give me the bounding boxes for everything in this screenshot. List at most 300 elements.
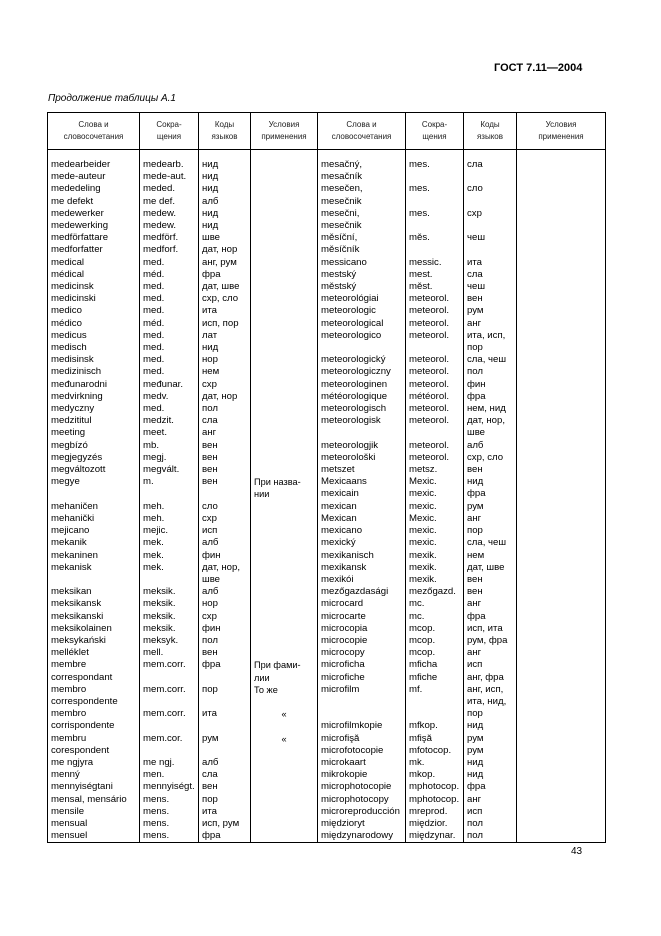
- condition-cell: [517, 513, 606, 525]
- word-cell: météorologique: [318, 391, 406, 403]
- table-row: [48, 794, 606, 806]
- word-cell: médico: [48, 318, 140, 330]
- table-row: [48, 330, 606, 342]
- lang-cell: чеш: [464, 232, 517, 244]
- abbr-cell: meteorol.: [406, 379, 464, 391]
- abbr-cell: mes.: [406, 183, 464, 195]
- lang-cell: фра: [199, 269, 251, 281]
- word-cell: médical: [48, 269, 140, 281]
- condition-cell: [251, 330, 318, 342]
- condition-cell: То же: [251, 684, 318, 696]
- lang-cell: вен: [464, 464, 517, 476]
- condition-cell: [517, 586, 606, 598]
- abbr-cell: mezőgazd.: [406, 586, 464, 598]
- condition-cell: [517, 830, 606, 843]
- table-row: [48, 293, 606, 305]
- column-header-line: применения: [261, 132, 307, 141]
- abbr-cell: meteorol.: [406, 415, 464, 427]
- word-cell: [318, 696, 406, 708]
- word-cell: melléklet: [48, 647, 140, 659]
- condition-cell: [517, 818, 606, 830]
- abbr-cell: men.: [140, 769, 199, 781]
- lang-cell: нор: [199, 598, 251, 610]
- lang-cell: нид: [464, 769, 517, 781]
- word-cell: membre: [48, 659, 140, 671]
- abbr-cell: meh.: [140, 501, 199, 513]
- column-header-line: словосочетания: [63, 132, 124, 141]
- abbr-cell: mf.: [406, 684, 464, 696]
- condition-cell: [517, 281, 606, 293]
- condition-cell: [517, 574, 606, 586]
- column-header-line: щения: [156, 132, 182, 141]
- condition-cell: [251, 757, 318, 769]
- lang-cell: нид: [464, 476, 517, 488]
- condition-cell: [251, 281, 318, 293]
- column-header-line: Слова и: [78, 120, 109, 129]
- condition-cell: [251, 366, 318, 378]
- word-cell: membro: [48, 708, 140, 720]
- word-cell: messicano: [318, 257, 406, 269]
- lang-cell: нид: [199, 220, 251, 232]
- condition-cell: [251, 244, 318, 256]
- condition-cell: «: [251, 733, 318, 745]
- word-cell: medical: [48, 257, 140, 269]
- lang-cell: фин: [199, 623, 251, 635]
- condition-cell: [251, 550, 318, 562]
- word-cell: mededeling: [48, 183, 140, 195]
- table-row: [48, 696, 606, 708]
- table-row: [48, 220, 606, 232]
- word-cell: mesečen,: [318, 183, 406, 195]
- abbr-cell: meteorol.: [406, 293, 464, 305]
- abbr-cell: meksik.: [140, 611, 199, 623]
- condition-cell: [517, 635, 606, 647]
- word-cell: meteorologico: [318, 330, 406, 342]
- abbr-cell: metsz.: [406, 464, 464, 476]
- condition-cell: [251, 391, 318, 403]
- condition-cell: [251, 452, 318, 464]
- table-row: [48, 183, 606, 195]
- abbr-cell: [140, 672, 199, 684]
- condition-cell: [251, 818, 318, 830]
- word-cell: microfilmkopie: [318, 720, 406, 732]
- abbr-cell: mcop.: [406, 647, 464, 659]
- lang-cell: анг, фра: [464, 672, 517, 684]
- word-cell: medisinsk: [48, 354, 140, 366]
- lang-cell: нем: [464, 550, 517, 562]
- lang-cell: ита: [199, 806, 251, 818]
- lang-cell: исп, рум: [199, 818, 251, 830]
- lang-cell: дат, нор: [199, 244, 251, 256]
- abbr-cell: meteorol.: [406, 440, 464, 452]
- lang-cell: шве: [199, 232, 251, 244]
- word-cell: medvirkning: [48, 391, 140, 403]
- lang-cell: нид: [199, 342, 251, 354]
- column-header-line: Сокра-: [421, 120, 448, 129]
- word-cell: medearbeider: [48, 159, 140, 171]
- page-number: 43: [571, 846, 583, 857]
- condition-cell: [251, 342, 318, 354]
- abbr-cell: mek.: [140, 550, 199, 562]
- abbr-cell: meksik.: [140, 586, 199, 598]
- table-row: [48, 562, 606, 574]
- word-cell: meteorologiczny: [318, 366, 406, 378]
- abbr-cell: mphotocop.: [406, 781, 464, 793]
- lang-cell: анг: [199, 427, 251, 439]
- condition-cell: [517, 159, 606, 171]
- lang-cell: ита: [199, 305, 251, 317]
- abbr-cell: météorol.: [406, 391, 464, 403]
- column-header-4: [251, 113, 318, 150]
- abbr-cell: [140, 574, 199, 586]
- lang-cell: рум: [464, 305, 517, 317]
- abbr-cell: medew.: [140, 208, 199, 220]
- lang-cell: фра: [464, 781, 517, 793]
- lang-cell: дат, нор,: [199, 562, 251, 574]
- word-cell: mesečni,: [318, 208, 406, 220]
- abbr-cell: me def.: [140, 196, 199, 208]
- lang-cell: алб: [464, 440, 517, 452]
- table-row: [48, 232, 606, 244]
- word-cell: meksikanski: [48, 611, 140, 623]
- abbr-cell: [140, 745, 199, 757]
- condition-cell: [517, 623, 606, 635]
- condition-cell: [517, 366, 606, 378]
- condition-cell: [517, 342, 606, 354]
- table-row: [48, 476, 606, 488]
- lang-cell: нем, нид: [464, 403, 517, 415]
- word-cell: mekaninen: [48, 550, 140, 562]
- lang-cell: сло: [199, 501, 251, 513]
- table-row: [48, 318, 606, 330]
- abbr-cell: międzynar.: [406, 830, 464, 843]
- condition-cell: [251, 427, 318, 439]
- condition-cell: [517, 720, 606, 732]
- word-cell: městský: [318, 281, 406, 293]
- lang-cell: нид: [464, 720, 517, 732]
- word-cell: meksikolainen: [48, 623, 140, 635]
- abbr-cell: me ngj.: [140, 757, 199, 769]
- spacer-row: [48, 150, 606, 160]
- condition-cell: [251, 183, 318, 195]
- lang-cell: алб: [199, 537, 251, 549]
- condition-cell: При фами-: [251, 659, 318, 671]
- abbr-cell: mexik.: [406, 550, 464, 562]
- lang-cell: ита, нид,: [464, 696, 517, 708]
- word-cell: mejicano: [48, 525, 140, 537]
- condition-cell: [517, 806, 606, 818]
- word-cell: mekanik: [48, 537, 140, 549]
- condition-cell: [251, 305, 318, 317]
- word-cell: meteorološki: [318, 452, 406, 464]
- table-header-row: [48, 113, 606, 150]
- lang-cell: сла: [464, 269, 517, 281]
- abbr-cell: med.: [140, 281, 199, 293]
- condition-cell: [251, 171, 318, 183]
- word-cell: Mexican: [318, 513, 406, 525]
- abbr-cell: med.: [140, 330, 199, 342]
- table-row: [48, 586, 606, 598]
- word-cell: correspondant: [48, 672, 140, 684]
- lang-cell: пор: [464, 342, 517, 354]
- lang-cell: фин: [199, 550, 251, 562]
- abbr-cell: [140, 488, 199, 500]
- abbr-cell: meded.: [140, 183, 199, 195]
- word-cell: mede-auteur: [48, 171, 140, 183]
- table-row: [48, 806, 606, 818]
- table-caption: Продолжение таблицы А.1: [48, 93, 176, 104]
- table-row: [48, 623, 606, 635]
- word-cell: megye: [48, 476, 140, 488]
- abbr-cell: [406, 696, 464, 708]
- word-cell: menný: [48, 769, 140, 781]
- lang-cell: нид: [464, 757, 517, 769]
- lang-cell: дат, нор,: [464, 415, 517, 427]
- abbr-cell: [406, 220, 464, 232]
- condition-cell: [517, 196, 606, 208]
- lang-cell: исп, пор: [199, 318, 251, 330]
- word-cell: microphotocopy: [318, 794, 406, 806]
- word-cell: meteorologisch: [318, 403, 406, 415]
- condition-cell: [517, 440, 606, 452]
- abbr-cell: meet.: [140, 427, 199, 439]
- table-row: [48, 464, 606, 476]
- word-cell: mexický: [318, 537, 406, 549]
- lang-cell: вен: [199, 647, 251, 659]
- condition-cell: [251, 196, 318, 208]
- condition-cell: [251, 537, 318, 549]
- abbr-cell: mejic.: [140, 525, 199, 537]
- table-row: [48, 257, 606, 269]
- table-row: [48, 537, 606, 549]
- lang-cell: алб: [199, 196, 251, 208]
- column-header-3: [199, 113, 251, 150]
- lang-cell: нид: [199, 183, 251, 195]
- lang-cell: [464, 196, 517, 208]
- condition-cell: [517, 550, 606, 562]
- lang-cell: сло: [464, 183, 517, 195]
- lang-cell: схр, сло: [464, 452, 517, 464]
- abbr-cell: mexic.: [406, 488, 464, 500]
- lang-cell: вен: [464, 586, 517, 598]
- lang-cell: вен: [199, 440, 251, 452]
- condition-cell: [251, 318, 318, 330]
- abbr-cell: mkop.: [406, 769, 464, 781]
- word-cell: medewerker: [48, 208, 140, 220]
- condition-cell: [517, 318, 606, 330]
- abbr-cell: mk.: [406, 757, 464, 769]
- table-row: [48, 757, 606, 769]
- word-cell: měsíčník: [318, 244, 406, 256]
- table-row: [48, 171, 606, 183]
- condition-cell: [251, 696, 318, 708]
- standard-code: ГОСТ 7.11—2004: [494, 62, 583, 74]
- abbr-cell: meteorol.: [406, 305, 464, 317]
- condition-cell: [517, 391, 606, 403]
- abbr-cell: medearb.: [140, 159, 199, 171]
- word-cell: mensuel: [48, 830, 140, 843]
- abbr-cell: mexik.: [406, 562, 464, 574]
- word-cell: mesačník: [318, 171, 406, 183]
- word-cell: microcopie: [318, 635, 406, 647]
- condition-cell: [517, 501, 606, 513]
- lang-cell: сла, чеш: [464, 354, 517, 366]
- abbr-cell: mcop.: [406, 635, 464, 647]
- abbr-cell: meksyk.: [140, 635, 199, 647]
- abbr-cell: medew.: [140, 220, 199, 232]
- condition-cell: [517, 305, 606, 317]
- lang-cell: исп: [464, 806, 517, 818]
- abbr-cell: meteorol.: [406, 366, 464, 378]
- word-cell: [318, 708, 406, 720]
- table-row: [48, 208, 606, 220]
- lang-cell: анг, исп,: [464, 684, 517, 696]
- abbr-cell: mphotocop.: [406, 794, 464, 806]
- word-cell: microphotocopie: [318, 781, 406, 793]
- abbr-cell: mek.: [140, 537, 199, 549]
- spacer-cell: [48, 150, 140, 160]
- abbr-cell: měs.: [406, 232, 464, 244]
- lang-cell: сла: [464, 159, 517, 171]
- lang-cell: сла: [199, 415, 251, 427]
- lang-cell: рум: [464, 501, 517, 513]
- condition-cell: [517, 427, 606, 439]
- word-cell: měsíční,: [318, 232, 406, 244]
- condition-cell: [251, 415, 318, 427]
- column-header-line: применения: [538, 132, 584, 141]
- word-cell: mekanisk: [48, 562, 140, 574]
- word-cell: mexikói: [318, 574, 406, 586]
- lang-cell: нид: [199, 171, 251, 183]
- word-cell: mehaničen: [48, 501, 140, 513]
- lang-cell: исп: [199, 525, 251, 537]
- condition-cell: [517, 476, 606, 488]
- lang-cell: ита: [199, 708, 251, 720]
- abbr-cell: [406, 171, 464, 183]
- word-cell: mestský: [318, 269, 406, 281]
- table-row: [48, 672, 606, 684]
- word-cell: medicus: [48, 330, 140, 342]
- word-cell: microcopy: [318, 647, 406, 659]
- word-cell: mexicain: [318, 488, 406, 500]
- condition-cell: [251, 269, 318, 281]
- word-cell: [48, 488, 140, 500]
- word-cell: medförfattare: [48, 232, 140, 244]
- condition-cell: [251, 257, 318, 269]
- condition-cell: [517, 525, 606, 537]
- lang-cell: анг: [464, 598, 517, 610]
- table-row: [48, 281, 606, 293]
- abbr-cell: mem.cor.: [140, 733, 199, 745]
- abbr-cell: mexic.: [406, 525, 464, 537]
- lang-cell: алб: [199, 586, 251, 598]
- word-cell: microfotocopie: [318, 745, 406, 757]
- column-header-line: словосочетания: [331, 132, 392, 141]
- lang-cell: нор: [199, 354, 251, 366]
- abbr-cell: mem.corr.: [140, 684, 199, 696]
- abbr-cell: méd.: [140, 318, 199, 330]
- abbr-cell: messic.: [406, 257, 464, 269]
- condition-cell: [251, 611, 318, 623]
- condition-cell: [517, 708, 606, 720]
- condition-cell: [251, 806, 318, 818]
- lang-cell: вен: [199, 781, 251, 793]
- abbr-cell: meteorol.: [406, 452, 464, 464]
- lang-cell: фра: [199, 830, 251, 843]
- word-cell: mexican: [318, 501, 406, 513]
- abbr-cell: med.: [140, 293, 199, 305]
- lang-cell: анг: [464, 794, 517, 806]
- word-cell: mehanički: [48, 513, 140, 525]
- condition-cell: [251, 574, 318, 586]
- word-cell: międzynarodowy: [318, 830, 406, 843]
- condition-cell: [517, 781, 606, 793]
- word-cell: microreproducción: [318, 806, 406, 818]
- abbr-cell: meteorol.: [406, 330, 464, 342]
- column-header-1: [48, 113, 140, 150]
- condition-cell: [517, 647, 606, 659]
- condition-cell: нии: [251, 488, 318, 500]
- lang-cell: ита, исп,: [464, 330, 517, 342]
- condition-cell: [517, 257, 606, 269]
- abbr-cell: megvált.: [140, 464, 199, 476]
- spacer-cell: [140, 150, 199, 160]
- lang-cell: [464, 220, 517, 232]
- lang-cell: пор: [464, 525, 517, 537]
- word-cell: meeting: [48, 427, 140, 439]
- abbr-cell: med.: [140, 305, 199, 317]
- condition-cell: [251, 379, 318, 391]
- abbr-cell: mest.: [406, 269, 464, 281]
- spacer-cell: [464, 150, 517, 160]
- word-cell: meksikansk: [48, 598, 140, 610]
- lang-cell: схр: [199, 513, 251, 525]
- condition-cell: [251, 720, 318, 732]
- lang-cell: [464, 244, 517, 256]
- abbr-cell: mc.: [406, 611, 464, 623]
- table-row: [48, 525, 606, 537]
- table-row: [48, 659, 606, 671]
- word-cell: meksikan: [48, 586, 140, 598]
- table-row: [48, 684, 606, 696]
- abbr-cell: mexic.: [406, 501, 464, 513]
- abbr-cell: meteorol.: [406, 318, 464, 330]
- lang-cell: фин: [464, 379, 517, 391]
- column-header-line: Слова и: [346, 120, 377, 129]
- column-header-5: [318, 113, 406, 150]
- abbr-cell: mfiche: [406, 672, 464, 684]
- condition-cell: [517, 696, 606, 708]
- abbr-cell: mfişă: [406, 733, 464, 745]
- table-row: [48, 574, 606, 586]
- word-cell: meteorológiai: [318, 293, 406, 305]
- word-cell: correspondente: [48, 696, 140, 708]
- condition-cell: [517, 769, 606, 781]
- abbr-cell: med.: [140, 354, 199, 366]
- table-row: [48, 379, 606, 391]
- table-row: [48, 305, 606, 317]
- column-header-2: [140, 113, 199, 150]
- word-cell: mensual: [48, 818, 140, 830]
- lang-cell: вен: [199, 452, 251, 464]
- abbr-cell: měst.: [406, 281, 464, 293]
- lang-cell: схр: [464, 208, 517, 220]
- word-cell: mexikanisch: [318, 550, 406, 562]
- condition-cell: [251, 159, 318, 171]
- spacer-cell: [199, 150, 251, 160]
- condition-cell: [517, 733, 606, 745]
- abbr-cell: mens.: [140, 806, 199, 818]
